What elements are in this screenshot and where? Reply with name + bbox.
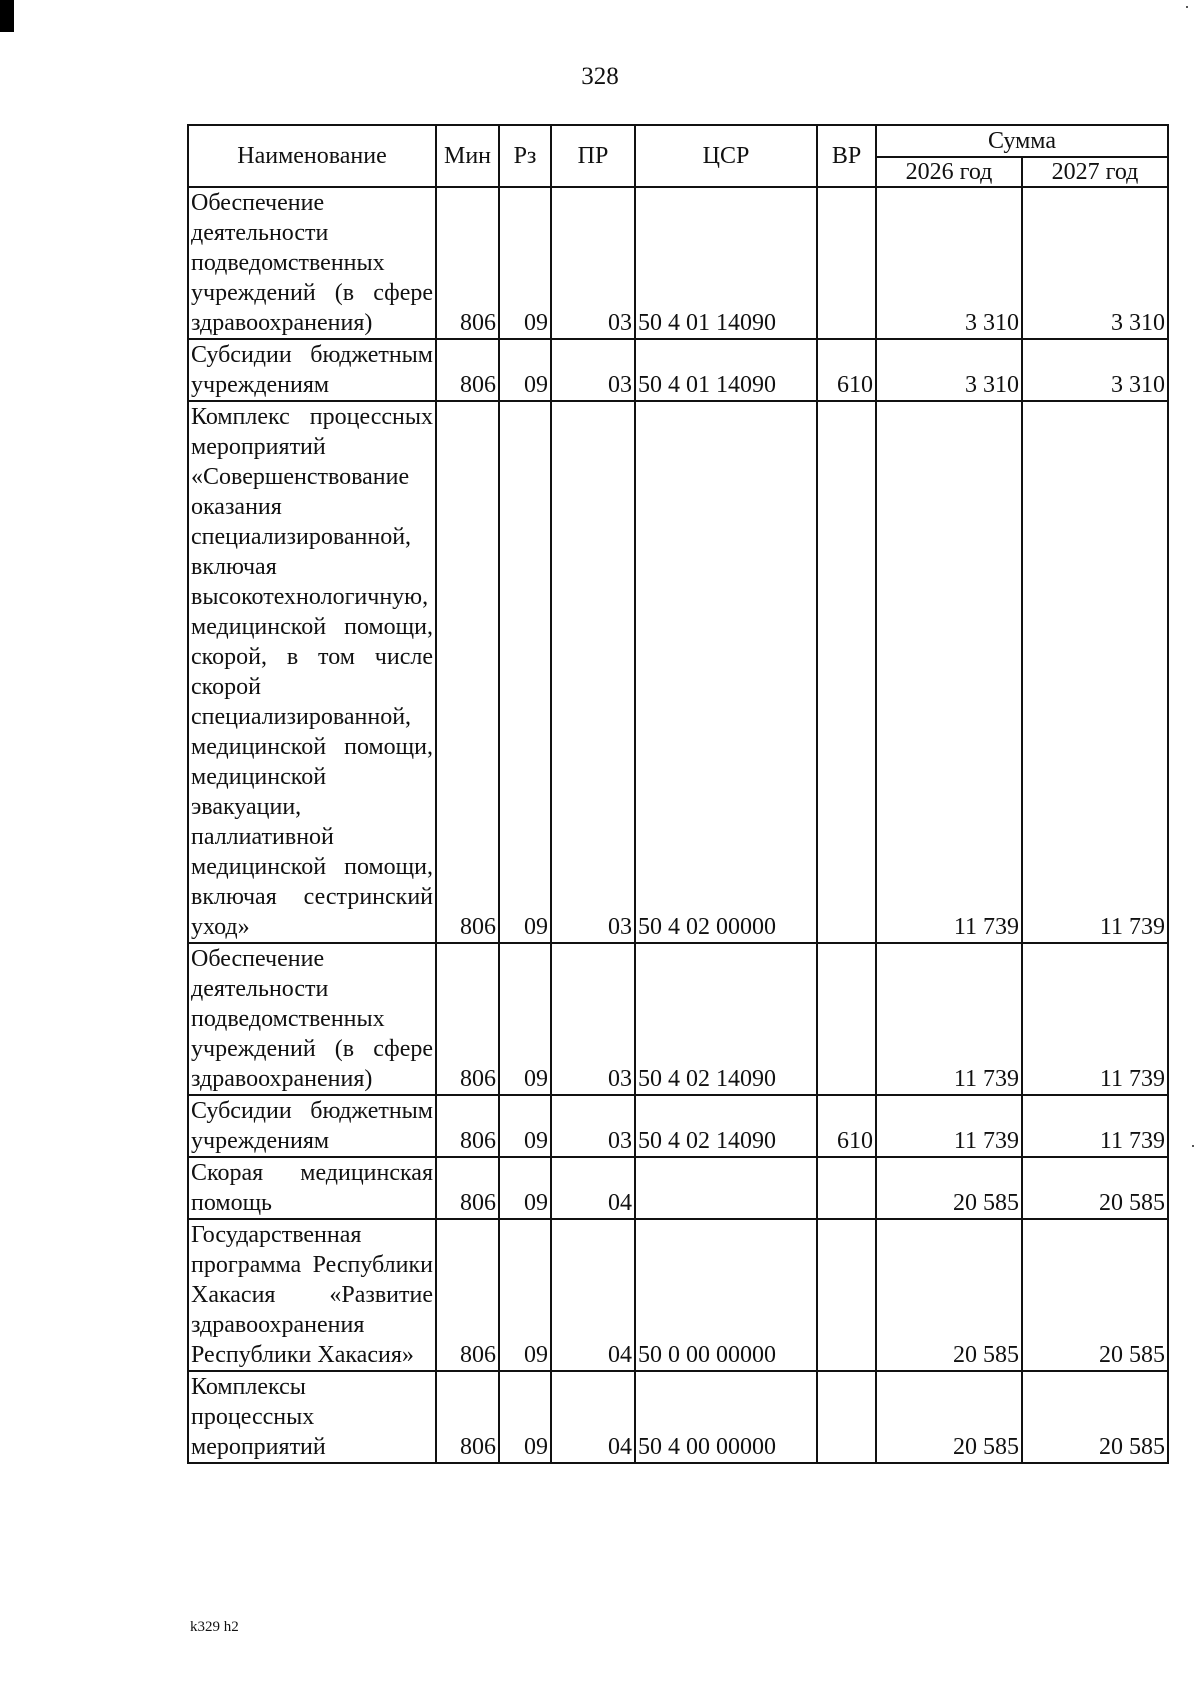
cell-name: Обеспечение деятельности подведомственных учреждений (в сфере здравоохранения) [188,187,436,339]
cell-pr: 04 [551,1157,635,1219]
cell-rz: 09 [499,943,551,1095]
cell-csr: 50 4 02 00000 [635,401,817,943]
cell-min: 806 [436,1095,499,1157]
scan-speck [1186,6,1188,8]
cell-sum-2026: 20 585 [876,1371,1022,1463]
header-row [188,125,1168,157]
header-year-2027: 2027 год [1022,157,1168,187]
cell-min: 806 [436,339,499,401]
header-year-2026: 2026 год [876,157,1022,187]
header-sum: Сумма [876,125,1168,157]
cell-sum-2027: 3 310 [1022,339,1168,401]
cell-name: Субсидии бюджетным учреждениям [188,1095,436,1157]
cell-min: 806 [436,1219,499,1371]
cell-rz: 09 [499,1219,551,1371]
cell-rz: 09 [499,401,551,943]
cell-vr [817,1157,876,1219]
cell-sum-2026: 3 310 [876,339,1022,401]
cell-min: 806 [436,401,499,943]
header-name: Наименование [188,125,436,187]
cell-sum-2026: 11 739 [876,401,1022,943]
header-rz: Рз [499,125,551,187]
cell-sum-2027: 11 739 [1022,1095,1168,1157]
cell-csr: 50 4 02 14090 [635,943,817,1095]
cell-pr: 04 [551,1371,635,1463]
cell-name: Обеспечение деятельности подведомственных учреждений (в сфере здравоохранения) [188,943,436,1095]
scan-edge-mark [0,0,14,32]
page-number: 328 [581,63,619,90]
cell-vr [817,187,876,339]
cell-pr: 03 [551,187,635,339]
cell-sum-2027: 3 310 [1022,187,1168,339]
cell-sum-2026: 11 739 [876,943,1022,1095]
header-vr: ВР [817,125,876,187]
cell-sum-2027: 20 585 [1022,1157,1168,1219]
cell-csr [635,1157,817,1219]
footer-code: k329 h2 [190,1619,239,1635]
cell-sum-2026: 20 585 [876,1157,1022,1219]
cell-csr: 50 4 00 00000 [635,1371,817,1463]
cell-csr: 50 4 02 14090 [635,1095,817,1157]
cell-pr: 03 [551,1095,635,1157]
cell-sum-2026: 3 310 [876,187,1022,339]
cell-name: Комплексы процессных мероприятий [188,1371,436,1463]
cell-vr [817,1219,876,1371]
cell-rz: 09 [499,187,551,339]
cell-rz: 09 [499,339,551,401]
cell-rz: 09 [499,1157,551,1219]
table-row [188,187,1168,339]
header-csr: ЦСР [635,125,817,187]
cell-vr: 610 [817,1095,876,1157]
cell-sum-2027: 11 739 [1022,401,1168,943]
cell-vr: 610 [817,339,876,401]
cell-name: Скорая медицинская помощь [188,1157,436,1219]
table-row [188,943,1168,1095]
scan-speck [1192,1145,1194,1147]
header-min: Мин [436,125,499,187]
cell-sum-2026: 20 585 [876,1219,1022,1371]
header-pr: ПР [551,125,635,187]
cell-pr: 03 [551,339,635,401]
cell-sum-2027: 20 585 [1022,1219,1168,1371]
cell-sum-2027: 20 585 [1022,1371,1168,1463]
cell-name: Государственная программа Республики Хакасия «Развитие здравоохранения Республики Хакасия» [188,1219,436,1371]
cell-min: 806 [436,943,499,1095]
cell-pr: 04 [551,1219,635,1371]
cell-csr: 50 4 01 14090 [635,339,817,401]
cell-min: 806 [436,1371,499,1463]
table-row [188,1371,1168,1463]
cell-pr: 03 [551,401,635,943]
table-row [188,1095,1168,1157]
cell-name: Субсидии бюджетным учреждениям [188,339,436,401]
cell-name: Комплекс процессных мероприятий «Совершенствование оказания специализированной, включая высокотехнологичную, медицинской помощи, скорой, в том числе скорой специализированной, медицинской помощи, медицинской эвакуации, паллиативной медицинской помощи, включая сестринский уход» [188,401,436,943]
cell-pr: 03 [551,943,635,1095]
cell-rz: 09 [499,1371,551,1463]
cell-vr [817,1371,876,1463]
cell-min: 806 [436,187,499,339]
cell-vr [817,401,876,943]
cell-sum-2027: 11 739 [1022,943,1168,1095]
table-row [188,1219,1168,1371]
cell-vr [817,943,876,1095]
table-body [188,187,1168,1463]
table-row [188,1157,1168,1219]
cell-csr: 50 0 00 00000 [635,1219,817,1371]
table-row [188,401,1168,943]
cell-min: 806 [436,1157,499,1219]
table-row [188,339,1168,401]
cell-rz: 09 [499,1095,551,1157]
budget-table [187,124,1169,1464]
cell-csr: 50 4 01 14090 [635,187,817,339]
cell-sum-2026: 11 739 [876,1095,1022,1157]
